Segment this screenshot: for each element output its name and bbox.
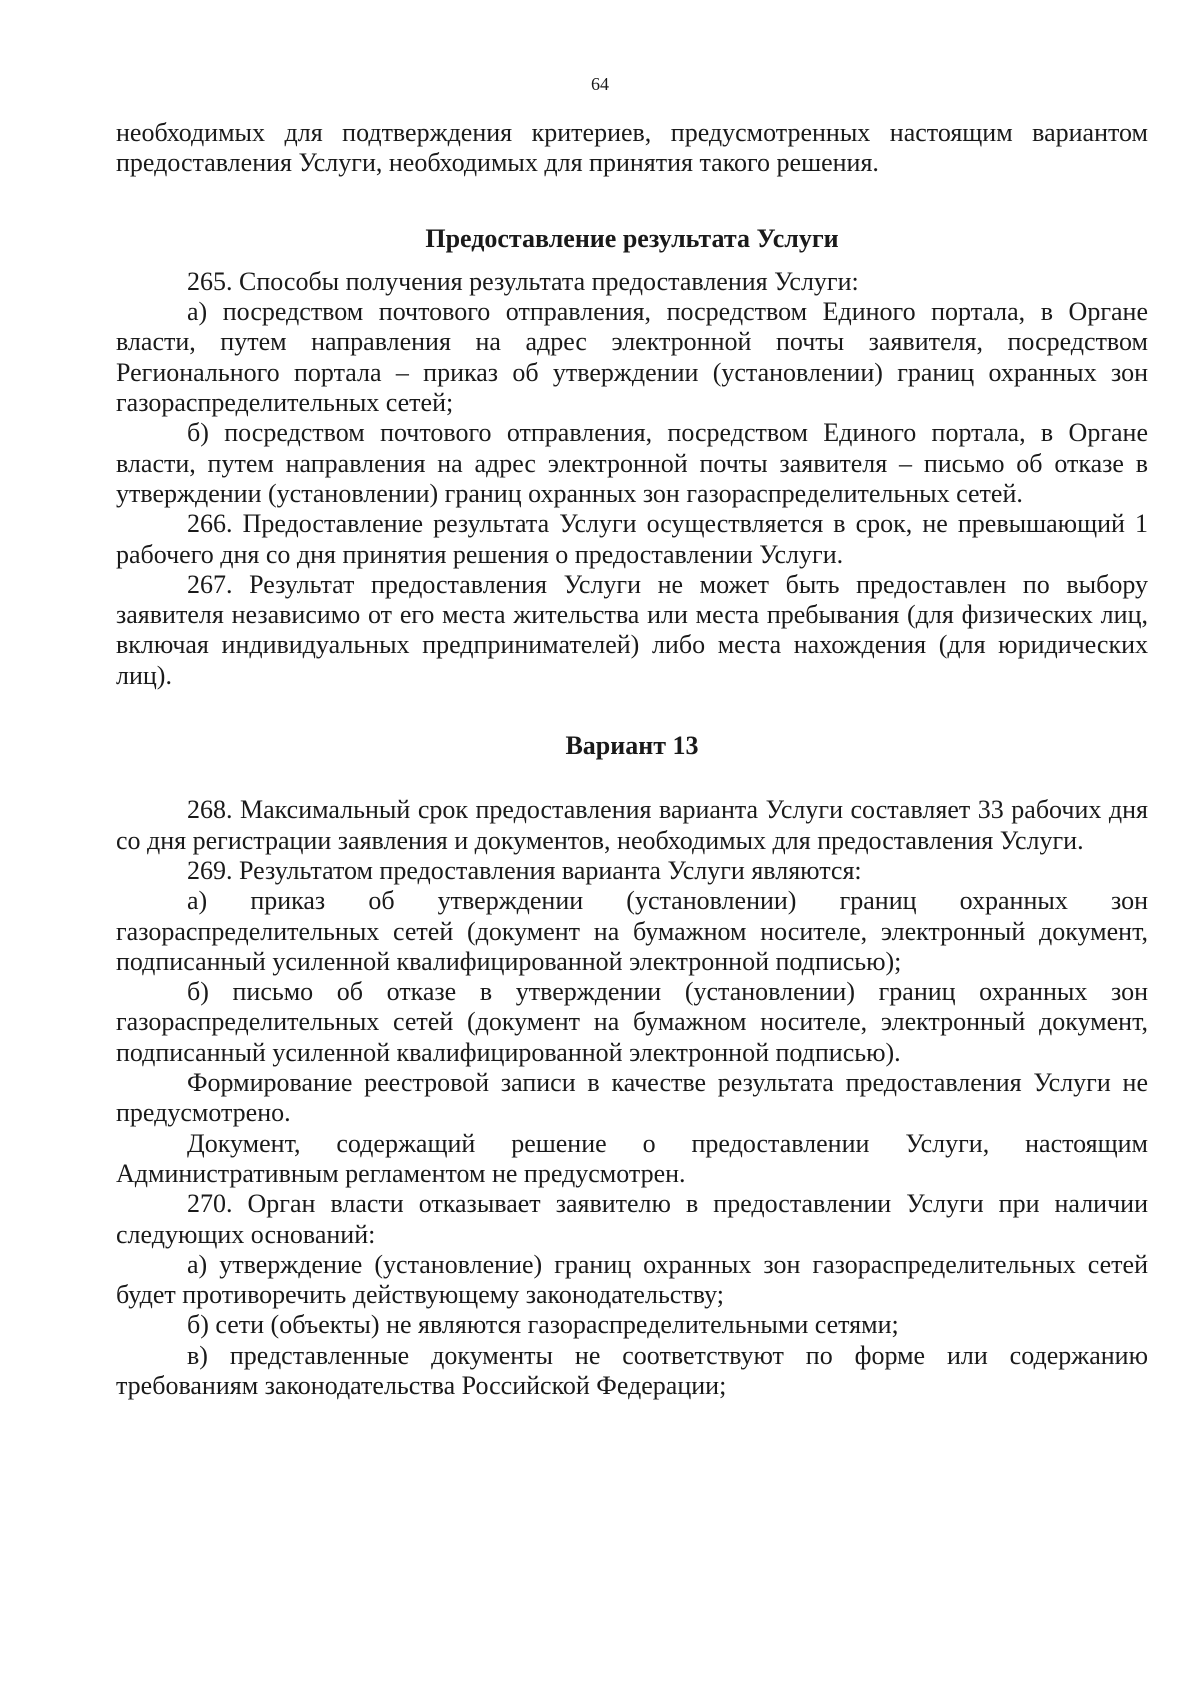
paragraph-265-a: а) посредством почтового отправления, посредством Единого портала, в Органе власти, путем направления на адрес электронной почты заявителя, посредством Регионального портала – приказ об утверждении (установлении) границ охранных зон газораспределительных сетей;	[116, 297, 1148, 418]
paragraph-270-a: а) утверждение (установление) границ охранных зон газораспределительных сетей будет противоречить действующему законодательству;	[116, 1249, 1148, 1310]
page-number: 64	[591, 74, 609, 94]
paragraph-270-b: б) сети (объекты) не являются газораспределительными сетями;	[187, 1310, 899, 1340]
paragraph-270: 270. Орган власти отказывает заявителю в предоставлении Услуги при наличии следующих оснований:	[116, 1189, 1148, 1249]
paragraph-269-b: б) письмо об отказе в утверждении (установлении) границ охранных зон газораспределительных сетей (документ на бумажном носителе, электронный документ, подписанный усиленной квалифицированной электронной подписью).	[116, 977, 1148, 1067]
paragraph-decision-document: Документ, содержащий решение о предоставлении Услуги, настоящим Административным регламентом не предусмотрен.	[116, 1128, 1148, 1188]
paragraph-269-a: а) приказ об утверждении (установлении) границ охранных зон газораспределительных сетей (документ на бумажном носителе, электронный документ, подписанный усиленной квалифицированной электронной подписью);	[116, 886, 1148, 976]
paragraph-268: 268. Максимальный срок предоставления варианта Услуги составляет 33 рабочих дня со дня регистрации заявления и документов, необходимых для предоставления Услуги.	[116, 795, 1148, 855]
section-heading-result: Предоставление результата Услуги	[425, 223, 839, 253]
paragraph-registry-record: Формирование реестровой записи в качестве результата предоставления Услуги не предусмотрено.	[116, 1068, 1148, 1128]
paragraph-266: 266. Предоставление результата Услуги осуществляется в срок, не превышающий 1 рабочего дня со дня принятия решения о предоставлении Услуги.	[116, 509, 1148, 569]
paragraph-270-c: в) представленные документы не соответствуют по форме или содержанию требованиям законодательства Российской Федерации;	[116, 1340, 1148, 1400]
paragraph-continuation: необходимых для подтверждения критериев, предусмотренных настоящим вариантом предоставления Услуги, необходимых для принятия такого решения.	[116, 118, 1148, 178]
paragraph-269: 269. Результатом предоставления варианта Услуги являются:	[187, 855, 862, 885]
paragraph-267: 267. Результат предоставления Услуги не может быть предоставлен по выбору заявителя независимо от его места жительства или места пребывания (для физических лиц, включая индивидуальных предпринимателей) либо места нахождения (для юридических лиц).	[116, 569, 1148, 690]
document-body	[116, 118, 1148, 1401]
paragraph-265: 265. Способы получения результата предоставления Услуги:	[187, 266, 859, 296]
paragraph-265-b: б) посредством почтового отправления, посредством Единого портала, в Органе власти, путем направления на адрес электронной почты заявителя – письмо об отказе в утверждении (установлении) границ охранных зон газораспределительных сетей.	[116, 418, 1148, 508]
section-heading-variant-13: Вариант 13	[565, 731, 699, 761]
